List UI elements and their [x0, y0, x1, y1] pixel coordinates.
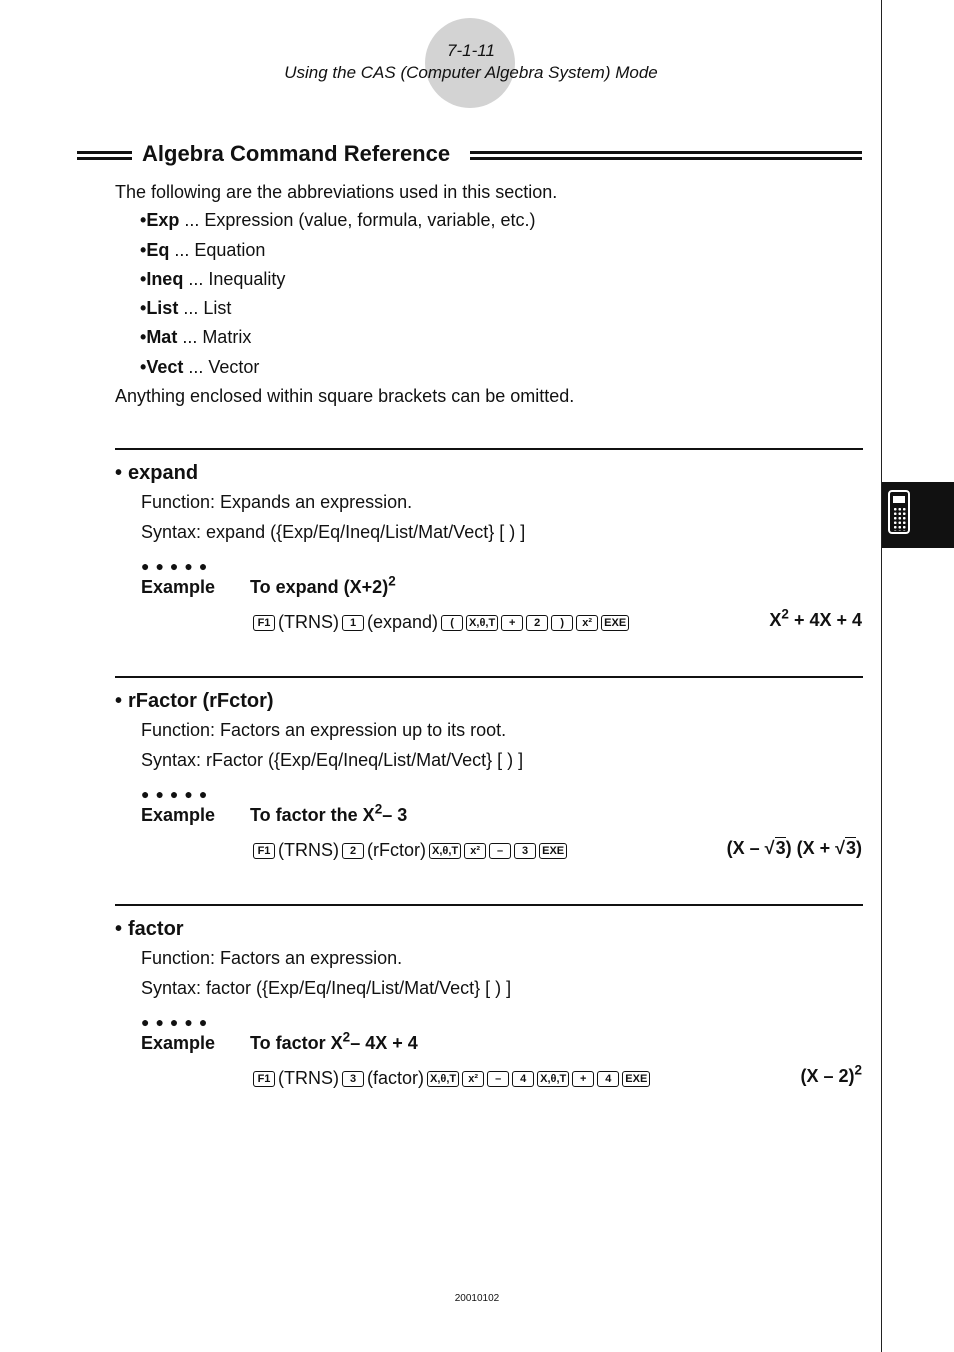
chapter-subtitle: Using the CAS (Computer Algebra System) Mode [284, 63, 658, 82]
superscript: 2 [854, 1062, 862, 1078]
example-dots: ●●●●● [141, 786, 214, 802]
example-text: – 4X + 4 [350, 1033, 418, 1053]
function-description: Function: Expands an expression. [141, 492, 413, 512]
abbreviation-item [140, 240, 265, 261]
bullet: • [140, 327, 147, 347]
key-menu-label: (factor) [367, 1068, 425, 1088]
syntax-line: Syntax: expand ({Exp/Eq/Ineq/List/Mat/Vect} [ ) ] [141, 522, 526, 542]
example-label: Example [141, 805, 216, 825]
calculator-key[interactable]: X,θ,T [429, 843, 461, 859]
calculator-key[interactable]: – [489, 843, 511, 859]
bullet: • [115, 690, 123, 712]
footer-code: 20010102 [454, 1293, 500, 1304]
calculator-key[interactable]: 3 [342, 1071, 364, 1087]
result [800, 1062, 862, 1087]
key-menu-label: (TRNS) [278, 612, 339, 632]
section-title: Algebra Command Reference [142, 141, 451, 166]
example-text: To factor the X [250, 805, 375, 825]
function-description: Function: Factors an expression up to its root. [141, 720, 507, 740]
calculator-key[interactable]: X,θ,T [427, 1071, 459, 1087]
calculator-key[interactable]: 4 [597, 1071, 619, 1087]
key-menu-label: (TRNS) [278, 840, 339, 860]
abbreviation-description: ... Inequality [183, 269, 286, 289]
function-description: Function: Factors an expression. [141, 948, 403, 968]
title-rule-left [77, 151, 132, 160]
calculator-key[interactable]: EXE [622, 1071, 650, 1087]
abbreviation-item [140, 298, 231, 319]
calculator-key[interactable]: 2 [526, 615, 548, 631]
radicand: 3 [775, 838, 786, 858]
title-rule-right [470, 151, 862, 160]
radical-sign: √ [764, 838, 775, 858]
calculator-key[interactable]: x² [464, 843, 486, 859]
abbreviation-item [140, 210, 535, 231]
example-text: – 3 [382, 805, 408, 825]
abbreviation: List [146, 298, 179, 318]
example-description [250, 1029, 418, 1054]
abbreviation: Ineq [146, 269, 184, 289]
command-heading [115, 462, 198, 485]
example-text: To expand (X+2) [250, 577, 389, 597]
section-divider [115, 904, 863, 906]
key-menu-label: (expand) [367, 612, 439, 632]
result [769, 606, 862, 631]
bullet: • [140, 357, 147, 377]
calculator-key[interactable]: X,θ,T [537, 1071, 569, 1087]
superscript: 2 [781, 606, 789, 622]
example-description [250, 801, 408, 826]
calculator-key[interactable]: x² [576, 615, 598, 631]
calculator-key[interactable]: F1 [253, 1071, 275, 1087]
radical-sign: √ [835, 838, 845, 858]
margin-rule [881, 0, 882, 1352]
example-label: Example [141, 1033, 216, 1053]
result-text: ) (X + [785, 838, 836, 858]
omit-note: Anything enclosed within square brackets can be omitted. [115, 386, 575, 406]
key-menu-label: (rFctor) [367, 840, 426, 860]
intro-text: The following are the abbreviations used in this section. [115, 182, 558, 202]
chapter-tab[interactable] [882, 482, 954, 548]
calculator-key[interactable]: ) [551, 615, 573, 631]
calculator-key[interactable]: F1 [253, 615, 275, 631]
abbreviation-description: ... List [178, 298, 232, 318]
abbreviation-description: ... Vector [183, 357, 260, 377]
calculator-key[interactable]: F1 [253, 843, 275, 859]
abbreviation-item [140, 357, 259, 378]
page-number: 7-1-11 [447, 41, 495, 60]
superscript: 2 [388, 573, 396, 589]
calculator-key[interactable]: ( [441, 615, 463, 631]
result-text: (X – [726, 838, 765, 858]
abbreviation-item [140, 269, 285, 290]
abbreviation-description: ... Equation [169, 240, 266, 260]
bullet: • [115, 918, 123, 940]
radicand: 3 [845, 838, 856, 858]
calculator-icon [888, 490, 910, 534]
calculator-key[interactable]: X,θ,T [466, 615, 498, 631]
command-name: factor [128, 918, 184, 940]
superscript: 2 [374, 801, 383, 817]
key-sequence [253, 840, 570, 861]
calculator-key[interactable]: – [487, 1071, 509, 1087]
result-text: (X – 2) [800, 1066, 855, 1086]
superscript: 2 [342, 1029, 351, 1045]
section-divider [115, 676, 863, 678]
result-text: ) [856, 838, 862, 858]
example-text: To factor X [250, 1033, 343, 1053]
abbreviation-item [140, 327, 251, 348]
example-dots: ●●●●● [141, 1014, 214, 1030]
result-text: X [769, 610, 782, 630]
calculator-key[interactable]: EXE [601, 615, 629, 631]
command-name: rFactor (rFctor) [128, 690, 274, 712]
key-sequence [253, 612, 632, 633]
syntax-line: Syntax: factor ({Exp/Eq/Ineq/List/Mat/Vect} [ ) ] [141, 978, 512, 998]
example-description [250, 573, 396, 598]
key-menu-label: (TRNS) [278, 1068, 339, 1088]
bullet: • [140, 269, 147, 289]
abbreviation: Vect [146, 357, 184, 377]
bullet: • [140, 298, 147, 318]
calculator-key[interactable]: EXE [539, 843, 567, 859]
syntax-line: Syntax: rFactor ({Exp/Eq/Ineq/List/Mat/Vect} [ ) ] [141, 750, 524, 770]
bullet: • [140, 210, 147, 230]
result-text: + 4X + 4 [788, 610, 862, 630]
example-label: Example [141, 577, 216, 597]
command-name: expand [128, 462, 199, 484]
calculator-key[interactable]: x² [462, 1071, 484, 1087]
calculator-key[interactable]: 1 [342, 615, 364, 631]
bullet: • [140, 240, 147, 260]
calculator-key[interactable]: 3 [514, 843, 536, 859]
calculator-key[interactable]: + [501, 615, 523, 631]
calculator-key[interactable]: 4 [512, 1071, 534, 1087]
example-dots: ●●●●● [141, 558, 214, 574]
command-heading [115, 918, 184, 941]
calculator-key[interactable]: + [572, 1071, 594, 1087]
abbreviation-description: ... Matrix [177, 327, 252, 347]
abbreviation-description: ... Expression (value, formula, variable, etc.) [179, 210, 536, 230]
section-divider [115, 448, 863, 450]
bullet: • [115, 462, 123, 484]
abbreviation: Eq [146, 240, 170, 260]
calculator-key[interactable]: 2 [342, 843, 364, 859]
result [727, 838, 862, 859]
command-heading [115, 690, 274, 713]
abbreviation: Exp [146, 210, 180, 230]
abbreviation: Mat [146, 327, 178, 347]
key-sequence [253, 1068, 653, 1089]
